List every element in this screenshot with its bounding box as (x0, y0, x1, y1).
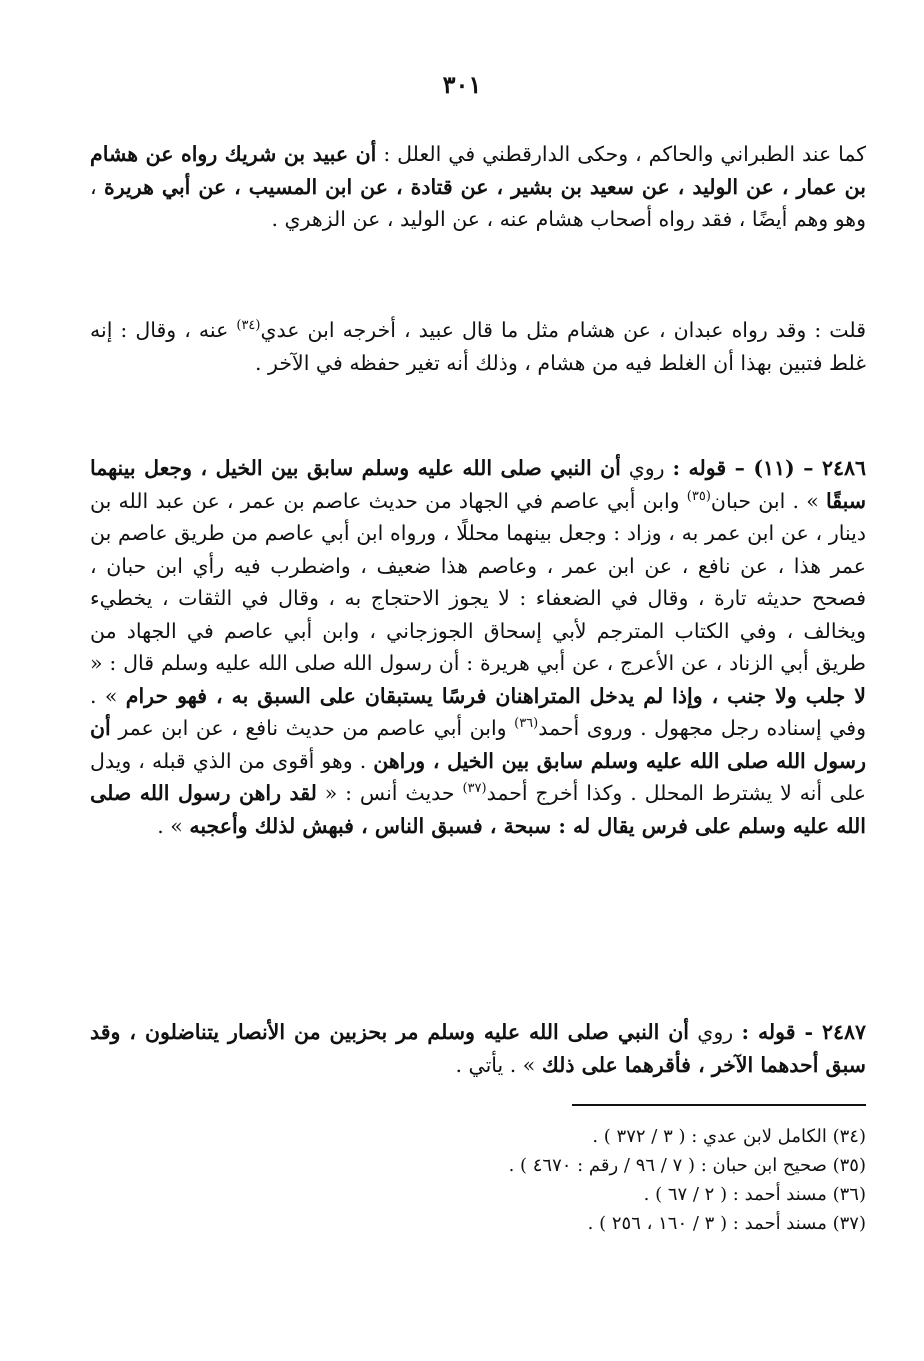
footnote-divider (572, 1104, 866, 1106)
bold-hadith: لقد راهن رسول الله صلى الله عليه وسلم على فرس يقال له : سبحة ، فسبق الناس ، فبهش لذلك وأعجبه (90, 781, 866, 838)
text-run: عنه ، وقال : إنه غلط فتبين بهذا أن الغلط فيه من هشام ، وذلك أنه تغير حفظه في الآخر . (90, 318, 866, 375)
bold-hadith: أن رسول الله صلى الله عليه وسلم سابق بين الخيل ، وراهن (90, 716, 866, 773)
page-number: ٣٠١ (442, 70, 482, 99)
text-run: حديث أنس : « (316, 781, 463, 805)
entry-2486 (90, 452, 866, 842)
paragraph-1 (90, 138, 866, 236)
footnote-ref-36: (٣٦) (514, 716, 539, 732)
text-run: وابن أبي عاصم من حديث نافع ، عن ابن عمر (110, 716, 515, 740)
footnote-ref-37: (٣٧) (462, 781, 487, 797)
footnote-ref-35: (٣٥) (686, 488, 711, 504)
text-run: » . ابن حبان (710, 488, 827, 513)
text-run: كما عند الطبراني والحاكم ، وحكى الدارقطني في العلل : (376, 142, 866, 166)
entry-number: ٢٤٨٦ – (١١) – قوله : (672, 456, 866, 480)
footnote-37: (٣٧) مسند أحمد : ( ٣ / ١٦٠ ، ٢٥٦ ) . (587, 1213, 866, 1234)
text-run: » . يأتي . (455, 1052, 542, 1077)
entry-2487 (90, 1016, 866, 1081)
text-run: . وهو أقوى من الذي قبله ، ويدل على أنه لا يشترط المحلل . وكذا أخرج أحمد (90, 748, 866, 805)
text-run: قلت : وقد رواه عبدان ، عن هشام مثل ما قال عبيد ، أخرجه ابن عدي (260, 318, 866, 342)
entry-number: ٢٤٨٧ - قوله : (741, 1020, 866, 1044)
text-run: » . (157, 813, 190, 838)
text-run: » . وفي إسناده رجل مجهول . وروى أحمد (90, 683, 866, 740)
text-run: روي (620, 456, 673, 480)
text-run: ، وهو وهم أيضًا ، فقد رواه أصحاب هشام عنه ، عن الوليد ، عن الزهري . (90, 174, 866, 231)
text-run: روي (688, 1020, 742, 1044)
footnote-34: (٣٤) الكامل لابن عدي : ( ٣ / ٣٧٢ ) . (592, 1126, 866, 1147)
paragraph-2 (90, 314, 866, 379)
footnotes (300, 1122, 866, 1238)
footnote-ref-34: (٣٤) (236, 318, 261, 334)
bold-hadith: أن النبي صلى الله عليه وسلم سابق بين الخيل ، وجعل بينهما سبقًا (90, 456, 866, 513)
bold-hadith: أن النبي صلى الله عليه وسلم مر بحزبين من الأنصار يتناضلون ، وقد سبق أحدهما الآخر ، فأقرهما على ذلك (90, 1020, 866, 1077)
bold-quote: أن عبيد بن شريك رواه عن هشام بن عمار ، عن الوليد ، عن سعيد بن بشير ، عن قتادة ، عن ابن المسيب ، عن أبي هريرة (90, 142, 866, 199)
footnote-36: (٣٦) مسند أحمد : ( ٢ / ٦٧ ) . (643, 1184, 866, 1205)
text-run: وابن أبي عاصم في الجهاد من حديث عاصم بن عمر ، عن عبد الله بن دينار ، عن ابن عمر به ، وزاد : وجعل بينهما محللًا ، ورواه ابن أبي عاصم من طريق عاصم بن عمر هذا ، عن نافع ، عن ابن عمر ، وعاصم هذا ضعيف ، واضطرب فيه رأي ابن حبان ، فصحح حديثه تارة ، وقال في الضعفاء : لا يجوز الاحتجاج به ، وقال في الثقات ، يخطيء ويخالف ، وفي الكتاب المترجم لأبي إسحاق الجوزجاني ، وابن أبي عاصم في الجهاد من طريق أبي الزناد ، عن الأعرج ، عن أبي هريرة : أن رسول الله صلى الله عليه وسلم قال : « (90, 488, 866, 675)
footnote-35: (٣٥) صحيح ابن حبان : ( ٧ / ٩٦ / رقم : ٤٦٧٠ ) . (508, 1155, 866, 1176)
bold-hadith: لا جلب ولا جنب ، وإذا لم يدخل المتراهنان فرسًا يستبقان على السبق به ، فهو حرام (125, 683, 866, 708)
